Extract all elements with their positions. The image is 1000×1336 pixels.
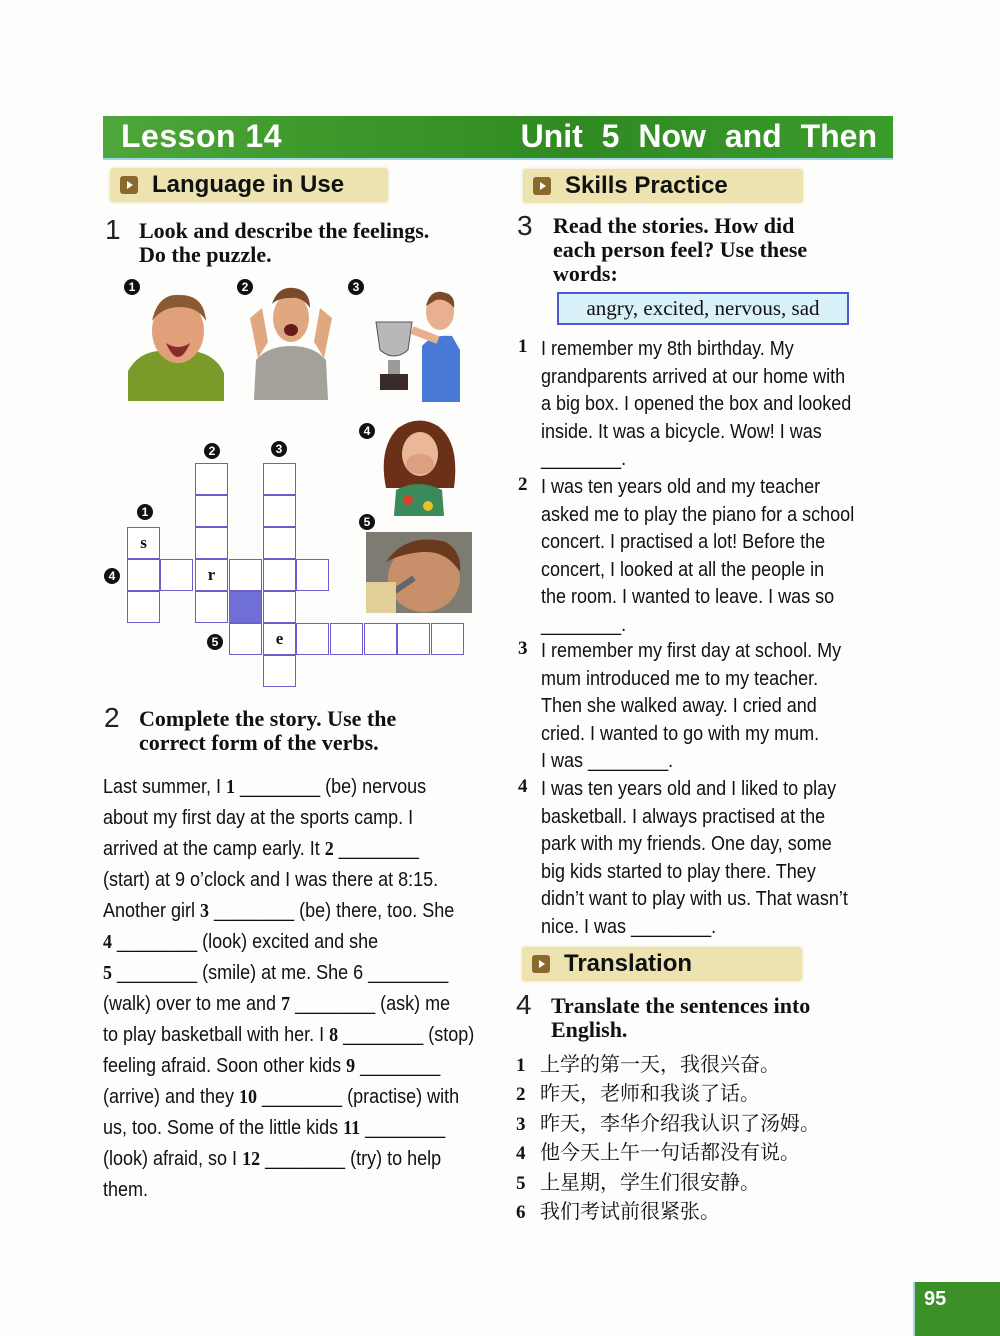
unit-title: Unit 5 Now and Then xyxy=(520,118,877,154)
story-line: (arrive) and they 10 ________ (practise) with xyxy=(103,1086,460,1108)
crossword-cell[interactable] xyxy=(296,559,329,591)
task4-instruction: Translate the sentences into English. xyxy=(551,993,811,1042)
story-line: them. xyxy=(103,1179,149,1201)
chinese-sentence: 2 昨天，老师和我谈了话。 xyxy=(516,1081,760,1105)
clue-number-1: 1 xyxy=(137,504,153,520)
story-line: 5 ________ (smile) at me. She 6 ________ xyxy=(103,962,449,984)
task-number: 4 xyxy=(516,989,532,1020)
crossword-cell[interactable] xyxy=(397,623,430,655)
crossword-cell[interactable]: s xyxy=(127,527,160,559)
story-line: to play basketball with her. I 8 ________ (stop) xyxy=(103,1024,475,1046)
picture-number-1: 1 xyxy=(124,279,140,295)
crossword-cell[interactable] xyxy=(160,559,193,591)
story-4: 4 I was ten years old and I liked to play basketball. I always practised at the park with my friends. One day, some big kids started to play there. They didn’t want to play with us. That wasn’t nice. I was ________. xyxy=(518,776,848,938)
picture-number-5: 5 xyxy=(359,514,375,530)
task1-instruction: Look and describe the feelings. Do the puzzle. xyxy=(139,218,430,267)
crossword-cell[interactable] xyxy=(431,623,464,655)
clue-number-4: 4 xyxy=(104,568,120,584)
task-number: 2 xyxy=(104,702,120,733)
crossword-cell[interactable] xyxy=(195,495,228,527)
page-number: 95 xyxy=(924,1288,947,1310)
crossword-cell[interactable] xyxy=(263,591,296,623)
story-3: 3 I remember my first day at school. My mum introduced me to my teacher. Then she walked away. I cried and cried. I wanted to go with my mum. I was ________. xyxy=(518,638,842,772)
page-number-box xyxy=(913,1282,1000,1336)
play-arrow-icon xyxy=(533,177,551,195)
crying-boy-photo xyxy=(128,291,224,401)
chinese-sentence: 6 我们考试前很紧张。 xyxy=(516,1199,720,1223)
picture-number-3: 3 xyxy=(348,279,364,295)
crossword-cell[interactable] xyxy=(263,527,296,559)
story-line: us, too. Some of the little kids 11 ________ xyxy=(103,1117,446,1139)
crossword-cell[interactable] xyxy=(330,623,363,655)
chinese-sentence: 3 昨天，李华介绍我认识了汤姆。 xyxy=(516,1111,820,1135)
task-number: 1 xyxy=(105,214,121,245)
story-line: (walk) over to me and 7 ________ (ask) me xyxy=(103,993,451,1015)
story-line: feeling afraid. Soon other kids 9 ________ xyxy=(103,1055,441,1077)
scared-girl-photo xyxy=(378,418,460,516)
story-text xyxy=(103,772,499,1206)
crossword-cell[interactable] xyxy=(263,495,296,527)
story-line: Last summer, I 1 ________ (be) nervous xyxy=(103,776,427,798)
clue-number-2: 2 xyxy=(204,443,220,459)
story-line: (start) at 9 o’clock and I was there at 8:15. xyxy=(103,869,439,891)
crossword-cell[interactable] xyxy=(195,527,228,559)
unit-banner xyxy=(103,116,893,160)
story-line: 4 ________ (look) excited and she xyxy=(103,931,379,953)
crossword-cell[interactable] xyxy=(296,623,329,655)
section-header-skills-practice: Skills Practice xyxy=(523,169,803,203)
chinese-sentence: 5 上星期，学生们很安静。 xyxy=(516,1170,760,1194)
story-line: (look) afraid, so I 12 ________ (try) to help xyxy=(103,1148,442,1170)
play-arrow-icon xyxy=(120,176,138,194)
crossword-cell[interactable] xyxy=(263,559,296,591)
section-header-language-in-use: Language in Use xyxy=(110,168,388,202)
clue-number-5: 5 xyxy=(207,634,223,650)
crossword-cell[interactable] xyxy=(127,591,160,623)
crossword-cell[interactable] xyxy=(229,559,262,591)
crossword-cell[interactable] xyxy=(364,623,397,655)
story-line: arrived at the camp early. It 2 ________ xyxy=(103,838,419,860)
crossword-cell[interactable] xyxy=(263,655,296,687)
chinese-sentence: 1 上学的第一天，我很兴奋。 xyxy=(516,1052,780,1076)
crossword-cell[interactable] xyxy=(229,623,262,655)
task-number: 3 xyxy=(517,210,533,241)
angry-boy-photo xyxy=(248,282,334,400)
play-arrow-icon xyxy=(532,955,550,973)
task2-instruction: Complete the story. Use the correct form of the verbs. xyxy=(139,706,397,755)
chinese-sentence: 4 他今天上午一句话都没有说。 xyxy=(516,1140,800,1164)
crossword-shaded-cell xyxy=(229,591,262,623)
story-line: about my first day at the sports camp. I xyxy=(103,807,414,829)
crossword-cell[interactable] xyxy=(127,559,160,591)
crossword-cell[interactable] xyxy=(195,591,228,623)
picture-number-2: 2 xyxy=(237,279,253,295)
picture-number-4: 4 xyxy=(359,423,375,439)
crossword-cell[interactable] xyxy=(195,463,228,495)
task3-instruction: Read the stories. How did each person feel? Use these words: xyxy=(553,213,808,286)
story-line: Another girl 3 ________ (be) there, too. She xyxy=(103,900,455,922)
crossword-cell[interactable]: e xyxy=(263,623,296,655)
word-bank-box: angry, excited, nervous, sad xyxy=(557,292,849,325)
crossword-cell[interactable] xyxy=(263,463,296,495)
lesson-title: Lesson 14 xyxy=(121,118,283,154)
section-header-translation: Translation xyxy=(522,947,802,981)
clue-number-3: 3 xyxy=(271,441,287,457)
dentist-boy-photo xyxy=(366,532,472,613)
story-2: 2 I was ten years old and my teacher asked me to play the piano for a school concert. I practised a lot! Before the concert, I looked at all the people in the room. I wanted to leave. I was so ________. xyxy=(518,474,855,636)
trophy-boy-photo xyxy=(372,290,462,402)
story-1: 1 I remember my 8th birthday. My grandparents arrived at our home with a big box. I opened the box and looked inside. It was a bicycle. Wow! I was ________. xyxy=(518,336,852,470)
crossword-cell[interactable]: r xyxy=(195,559,228,591)
